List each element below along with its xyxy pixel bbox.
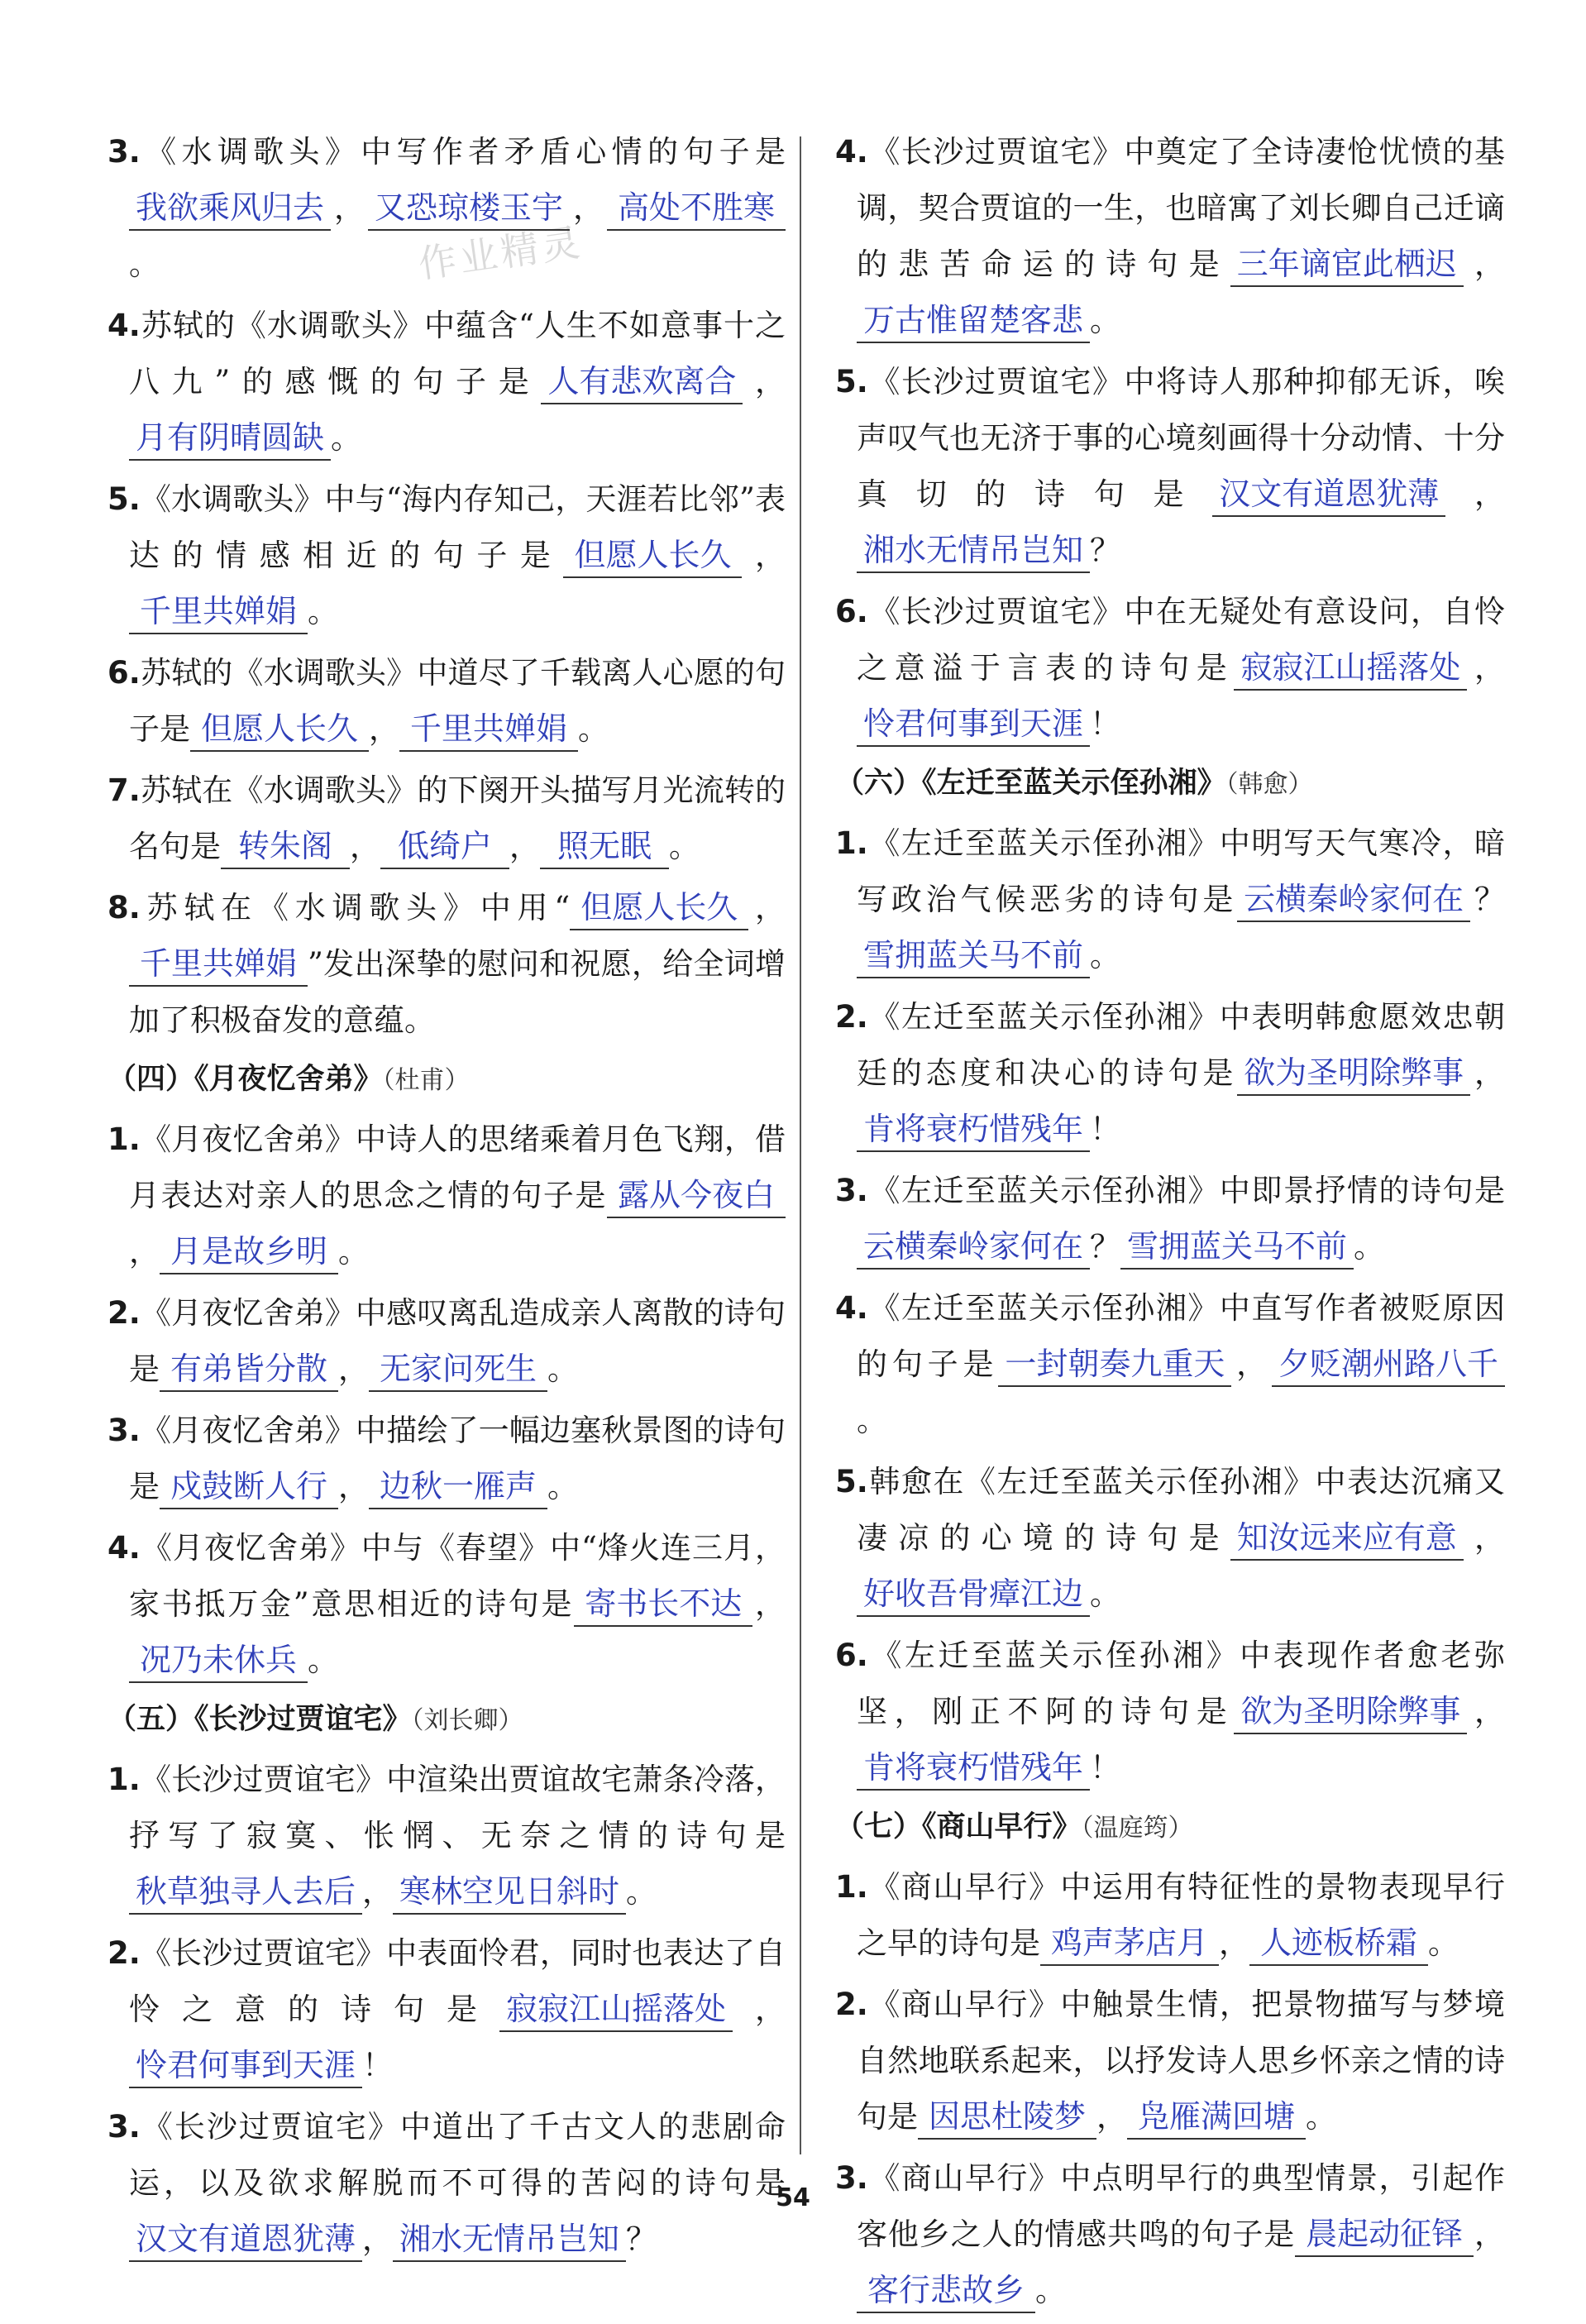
- question-text: ，: [331, 190, 368, 226]
- answer-blank[interactable]: 月是故乡明: [160, 1230, 338, 1274]
- answer-blank[interactable]: 但愿人长久: [563, 533, 742, 578]
- question-text: 。: [578, 711, 609, 747]
- answer-blank[interactable]: 云横秦岭家何在: [857, 1225, 1090, 1270]
- column-divider: [800, 136, 801, 2154]
- answer-blank[interactable]: 转朱阁: [221, 825, 350, 869]
- question-text: ，: [748, 890, 786, 925]
- question-text: 。: [308, 1643, 338, 1678]
- question-number: 6.: [835, 1638, 868, 1673]
- question-text: ，: [1445, 476, 1506, 512]
- question-item: [107, 1925, 786, 2094]
- question-item: [107, 645, 786, 758]
- question-text: 《商山早行》中运用有特征性的景物表现早行之早的诗句是: [857, 1869, 1505, 1961]
- answer-blank[interactable]: 湘水无情吊岂知: [857, 528, 1090, 573]
- answer-blank[interactable]: 怜君何事到天涯: [857, 702, 1090, 747]
- question-text: ？: [1090, 533, 1121, 568]
- question-text: 。: [308, 594, 338, 629]
- answer-blank[interactable]: 肯将衰朽惜残年: [857, 1107, 1090, 1152]
- answer-blank[interactable]: 寒林空见日斜时: [393, 1870, 626, 1915]
- question-text: ，: [1463, 1520, 1506, 1556]
- section-author: （温庭筠）: [1081, 1814, 1193, 1843]
- question-text: ，: [1219, 1925, 1249, 1961]
- question-text: ？: [1470, 882, 1506, 917]
- question-text: 《月夜忆舍弟》中与《春望》中“烽火连三月，家书抵万金”意思相近的诗句是: [129, 1530, 786, 1622]
- answer-blank[interactable]: 千里共婵娟: [129, 942, 308, 987]
- question-text: ，: [1467, 650, 1506, 686]
- answer-blank[interactable]: 人迹板桥霜: [1249, 1921, 1428, 1966]
- question-text: ，: [733, 1992, 786, 2027]
- answer-blank[interactable]: 又恐琼楼玉宇: [368, 186, 570, 231]
- question-text: 。: [1090, 303, 1121, 338]
- question-text: 。: [338, 1234, 369, 1270]
- question-item: [107, 1285, 786, 1398]
- question-text: 《长沙过贾谊宅》中表面怜君，同时也表达了自怜之意的诗句是: [129, 1935, 786, 2027]
- answer-blank[interactable]: 我欲乘风归去: [129, 186, 331, 231]
- question-number: 6.: [835, 594, 868, 629]
- question-text: ，: [570, 190, 607, 226]
- question-text: ”发出深挚的慰问和祝愿，给全词增加了积极奋发的意蕴。: [129, 946, 786, 1038]
- answer-blank[interactable]: 照无眠: [540, 825, 669, 869]
- question-text: ，: [369, 711, 399, 747]
- question-text: 《长沙过贾谊宅》中在无疑处有意设问，自怜之意溢于言表的诗句是: [857, 594, 1505, 686]
- question-text: ，: [1470, 1055, 1506, 1091]
- question-item: [835, 1977, 1505, 2145]
- answer-blank[interactable]: 戍鼓断人行: [160, 1465, 338, 1509]
- question-text: 苏轼在《水调歌头》中用“: [140, 890, 571, 925]
- answer-blank[interactable]: 晨起动征铎: [1295, 2212, 1474, 2257]
- question-text: 苏轼的《水调歌头》中蕴含“人生不如意事十之八九”的感慨的句子是: [129, 308, 786, 399]
- question-text: 《商山早行》中触景生情，把景物描写与梦境自然地联系起来，以抒发诗人思乡怀亲之情的诗句是: [857, 1987, 1505, 2135]
- question-text: 《水调歌头》中写作者矛盾心情的句子是: [140, 134, 786, 170]
- question-item: [107, 298, 786, 466]
- answer-blank[interactable]: 况乃未休兵: [129, 1638, 308, 1683]
- answer-blank[interactable]: 秋草独寻人去后: [129, 1870, 362, 1915]
- question-item: [107, 1112, 786, 1280]
- question-item: [107, 1403, 786, 1515]
- question-text: 。: [331, 420, 362, 456]
- answer-blank[interactable]: 鸡声茅店月: [1040, 1921, 1219, 1966]
- answer-blank[interactable]: 知汝远来应有意: [1230, 1516, 1464, 1561]
- question-text: 《长沙过贾谊宅》中奠定了全诗凄怆忧愤的基调，契合贾谊的一生，也暗寓了刘长卿自己迁谪的悲苦命运的诗句是: [857, 134, 1505, 282]
- question-item: [835, 989, 1505, 1158]
- answer-blank[interactable]: 雪拥蓝关马不前: [857, 934, 1090, 978]
- question-text: ！: [362, 2048, 394, 2083]
- answer-blank[interactable]: 凫雁满回塘: [1127, 2095, 1306, 2140]
- question-number: 1.: [835, 1869, 868, 1905]
- question-item: [835, 815, 1505, 984]
- question-text: 。: [1035, 2273, 1066, 2308]
- question-number: 8.: [107, 890, 141, 925]
- question-text: 。: [857, 1403, 887, 1438]
- question-number: 3.: [107, 134, 141, 170]
- question-text: ！: [1090, 1750, 1121, 1786]
- question-number: 1.: [835, 825, 868, 861]
- question-number: 2.: [107, 1295, 141, 1331]
- question-text: ，: [1096, 2099, 1127, 2135]
- question-text: ，: [743, 364, 786, 399]
- question-text: ，: [1474, 2216, 1506, 2252]
- question-text: ？: [626, 2221, 657, 2257]
- answer-blank[interactable]: 但愿人长久: [570, 886, 748, 930]
- answer-blank[interactable]: 边秋一雁声: [369, 1465, 547, 1509]
- question-item: [835, 1163, 1505, 1275]
- question-text: ，: [752, 1586, 786, 1622]
- answer-blank[interactable]: 肯将衰朽惜残年: [857, 1746, 1090, 1791]
- question-text: 。: [1090, 1576, 1121, 1612]
- question-number: 4.: [835, 1290, 868, 1326]
- question-text: ！: [1090, 706, 1121, 742]
- question-number: 3.: [107, 1413, 141, 1448]
- answer-blank[interactable]: 夕贬潮州路八千: [1272, 1342, 1505, 1387]
- answer-blank[interactable]: 高处不胜寒: [607, 186, 786, 231]
- answer-blank[interactable]: 寄书长不达: [574, 1582, 752, 1627]
- answer-blank[interactable]: 欲为圣明除弊事: [1237, 1051, 1470, 1096]
- answer-blank[interactable]: 千里共婵娟: [129, 590, 308, 634]
- answer-blank[interactable]: 月有阴晴圆缺: [129, 416, 331, 461]
- question-text: 《长沙过贾谊宅》中道出了千古文人的悲剧命运，以及欲求解脱而不可得的苦闷的诗句是: [129, 2109, 786, 2201]
- question-item: [107, 880, 786, 1049]
- answer-blank[interactable]: 低绮户: [380, 825, 509, 869]
- question-text: ，: [350, 829, 380, 864]
- question-text: ？: [1090, 1229, 1121, 1265]
- answer-blank[interactable]: 千里共婵娟: [399, 707, 578, 752]
- question-text: ，: [742, 538, 786, 573]
- question-number: 5.: [835, 364, 868, 399]
- answer-blank[interactable]: 寂寂江山摇落处: [1234, 646, 1467, 691]
- question-number: 1.: [107, 1121, 141, 1157]
- question-item: [835, 584, 1505, 753]
- section-heading: [107, 1694, 786, 1747]
- question-text: ，: [1463, 246, 1506, 282]
- answer-blank[interactable]: 好收吾骨瘴江边: [857, 1572, 1090, 1617]
- section-title: （四）《月夜忆舍弟》: [107, 1063, 383, 1096]
- question-number: 6.: [107, 655, 141, 691]
- question-item: [835, 354, 1505, 579]
- question-text: 《左迁至蓝关示侄孙湘》中即景抒情的诗句是: [867, 1173, 1505, 1208]
- question-number: 7.: [107, 772, 141, 808]
- answer-blank[interactable]: 有弟皆分散: [160, 1347, 338, 1392]
- answer-blank[interactable]: 因思杜陵梦: [918, 2095, 1096, 2140]
- question-text: 。: [1090, 938, 1121, 973]
- question-item: [107, 1752, 786, 1920]
- question-item: [835, 124, 1505, 349]
- section-author: （杜甫）: [382, 1066, 470, 1095]
- question-text: 《长沙过贾谊宅》中渲染出贾谊故宅萧条冷落，抒写了寂寞、怅惘、无奈之情的诗句是: [129, 1762, 786, 1853]
- question-item: [835, 1628, 1505, 1796]
- answer-blank[interactable]: 欲为圣明除弊事: [1234, 1690, 1467, 1734]
- question-text: 。: [626, 1874, 657, 1910]
- question-number: 2.: [835, 999, 868, 1035]
- question-text: 《月夜忆舍弟》中描绘了一幅边塞秋景图的诗句是: [129, 1413, 786, 1504]
- question-text: ，: [362, 1874, 394, 1910]
- question-text: 《左迁至蓝关示侄孙湘》中直写作者被贬原因的句子是: [857, 1290, 1505, 1382]
- question-number: 3.: [835, 2160, 868, 2196]
- question-text: 苏轼在《水调歌头》的下阕开头描写月光流转的名句是: [129, 772, 786, 864]
- answer-blank[interactable]: 雪拥蓝关马不前: [1120, 1225, 1354, 1270]
- answer-blank[interactable]: 一封朝奏九重天: [998, 1342, 1231, 1387]
- section-title: （七）《商山早行》: [835, 1810, 1082, 1843]
- section-heading: [835, 1801, 1505, 1854]
- question-item: [107, 763, 786, 875]
- question-text: ，: [338, 1469, 369, 1504]
- page-number: 54: [776, 2183, 810, 2212]
- question-number: 3.: [107, 2109, 141, 2145]
- answer-blank[interactable]: 客行悲故乡: [857, 2269, 1035, 2313]
- question-text: 《月夜忆舍弟》中诗人的思绪乘着月色飞翔，借月表达对亲人的思念之情的句子是: [129, 1121, 786, 1213]
- question-text: ，: [1467, 1694, 1506, 1729]
- right-column: [835, 124, 1505, 2324]
- answer-blank[interactable]: 露从今夜白: [607, 1174, 786, 1218]
- question-text: 。: [669, 829, 700, 864]
- question-item: [835, 1859, 1505, 1972]
- answer-blank[interactable]: 寂寂江山摇落处: [499, 1987, 733, 2032]
- question-text: ，: [129, 1234, 160, 1270]
- question-text: 。: [1354, 1229, 1385, 1265]
- section-heading: [107, 1054, 786, 1107]
- watermark: 作业精灵: [415, 219, 586, 287]
- question-item: [835, 1454, 1505, 1623]
- question-text: ，: [1231, 1346, 1272, 1382]
- question-item: [107, 1520, 786, 1689]
- answer-blank[interactable]: 万古惟留楚客悲: [857, 299, 1090, 343]
- question-text: 苏轼的《水调歌头》中道尽了千载离人心愿的句子是: [129, 655, 786, 747]
- answer-blank[interactable]: 三年谪宦此栖迟: [1230, 242, 1464, 287]
- question-number: 5.: [835, 1464, 868, 1499]
- question-text: 《商山早行》中点明早行的典型情景，引起作客他乡之人的情感共鸣的句子是: [857, 2160, 1505, 2252]
- question-text: 《左迁至蓝关示侄孙湘》中表明韩愈愿效忠朝廷的态度和决心的诗句是: [857, 999, 1505, 1091]
- question-item: [835, 1280, 1505, 1449]
- question-text: 。: [547, 1469, 578, 1504]
- answer-blank[interactable]: 但愿人长久: [190, 707, 369, 752]
- question-text: ，: [338, 1351, 369, 1387]
- answer-blank[interactable]: 人有悲欢离合: [541, 360, 743, 404]
- section-heading: [835, 758, 1505, 811]
- answer-blank[interactable]: 怜君何事到天涯: [129, 2044, 362, 2088]
- question-text: ，: [362, 2221, 394, 2257]
- answer-blank[interactable]: 云横秦岭家何在: [1237, 877, 1470, 922]
- question-text: 《左迁至蓝关示侄孙湘》中表现作者愈老弥坚，刚正不阿的诗句是: [857, 1638, 1505, 1729]
- left-column: [107, 124, 786, 2273]
- question-text: 。: [129, 246, 160, 282]
- question-number: 2.: [835, 1987, 868, 2022]
- question-text: 《水调歌头》中与“海内存知己，天涯若比邻”表达的情感相近的句子是: [129, 481, 786, 573]
- answer-blank[interactable]: 湘水无情吊岂知: [393, 2217, 626, 2262]
- question-text: 《月夜忆舍弟》中感叹离乱造成亲人离散的诗句是: [129, 1295, 786, 1387]
- question-number: 4.: [107, 1530, 141, 1566]
- question-text: ，: [509, 829, 540, 864]
- question-number: 1.: [107, 1762, 141, 1797]
- question-number: 3.: [835, 1173, 868, 1208]
- question-text: 。: [1428, 1925, 1459, 1961]
- answer-blank[interactable]: 汉文有道恩犹薄: [1212, 472, 1445, 517]
- answer-blank[interactable]: 汉文有道恩犹薄: [129, 2217, 362, 2262]
- question-text: 。: [547, 1351, 578, 1387]
- question-number: 2.: [107, 1935, 141, 1971]
- question-text: 。: [1306, 2099, 1336, 2135]
- question-item: [107, 124, 786, 293]
- section-author: （韩愈）: [1225, 770, 1313, 799]
- section-author: （刘长卿）: [411, 1706, 523, 1735]
- answer-blank[interactable]: 无家问死生: [369, 1347, 547, 1392]
- question-item: [107, 471, 786, 640]
- question-item: [835, 2150, 1505, 2319]
- question-number: 4.: [107, 308, 141, 343]
- question-text: 《左迁至蓝关示侄孙湘》中明写天气寒冷，暗写政治气候恶劣的诗句是: [857, 825, 1505, 917]
- question-text: 《长沙过贾谊宅》中将诗人那种抑郁无诉，唉声叹气也无济于事的心境刻画得十分动情、十分真切的诗句是: [857, 364, 1505, 512]
- section-title: （六）《左迁至蓝关示侄孙湘》: [835, 767, 1226, 800]
- question-text: 韩愈在《左迁至蓝关示侄孙湘》中表达沉痛又凄凉的心境的诗句是: [857, 1464, 1505, 1556]
- question-number: 4.: [835, 134, 868, 170]
- question-text: ！: [1090, 1112, 1121, 1147]
- question-number: 5.: [107, 481, 141, 517]
- section-title: （五）《长沙过贾谊宅》: [107, 1703, 412, 1736]
